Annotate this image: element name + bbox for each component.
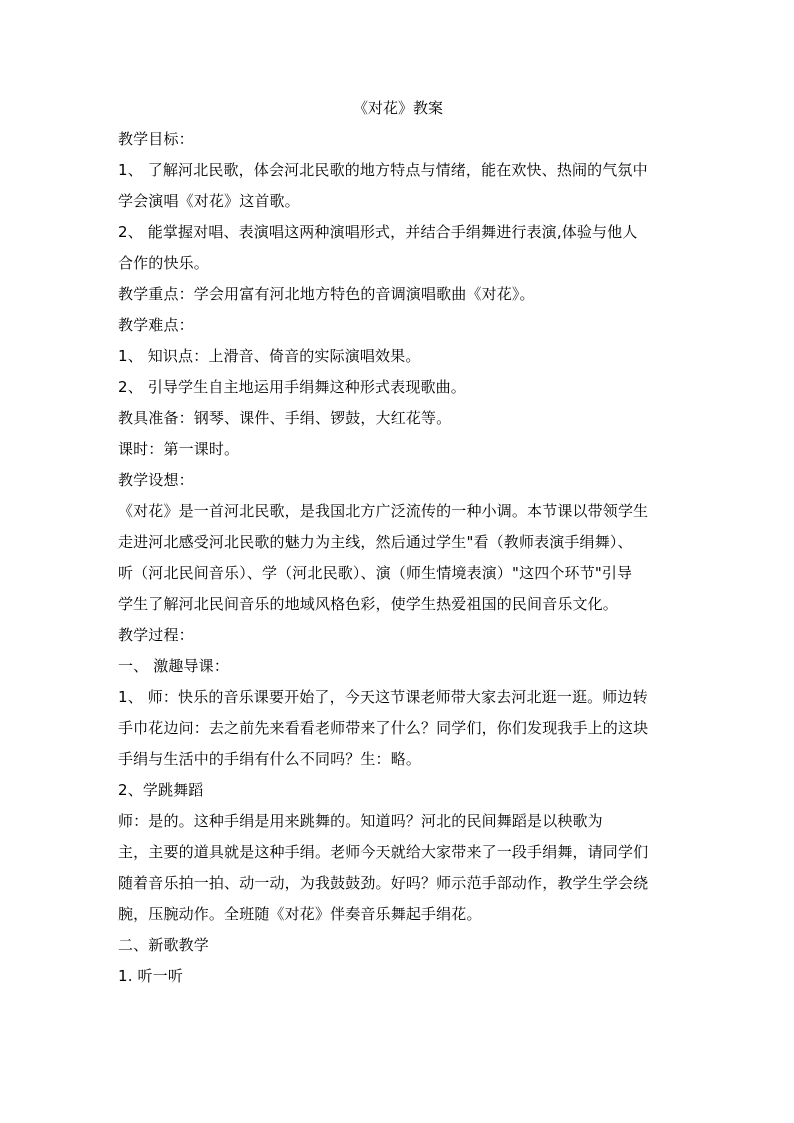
- concept-line-1: 《对花》是一首河北民歌，是我国北方广泛流传的一种小调。本节课以带领学生: [118, 502, 649, 520]
- document-page: [118, 96, 678, 992]
- difficulty-2: 2、 引导学生自主地运用手绢舞这种形式表现歌曲。: [118, 378, 466, 396]
- process-part-2-heading: 二、新歌教学: [118, 936, 209, 954]
- concept-line-4: 学生了解河北民间音乐的地域风格色彩，使学生热爱祖国的民间音乐文化。: [118, 595, 618, 613]
- process-step-1-line-3: 手绢与生活中的手绢有什么不同吗？生：略。: [118, 750, 422, 768]
- difficulty-1: 1、 知识点：上滑音、倚音的实际演唱效果。: [118, 347, 421, 365]
- objective-2-line-1: 2、 能掌握对唱、表演唱这两种演唱形式，并结合手绢舞进行表演,体验与他人: [118, 223, 638, 241]
- section-heading-objectives: 教学目标：: [118, 130, 194, 148]
- process-part-1-heading: 一、 激趣导课：: [118, 657, 229, 675]
- objective-2-line-2: 合作的快乐。: [118, 254, 209, 272]
- concept-line-2: 走进河北感受河北民歌的魅力为主线，然后通过学生"看（教师表演手绢舞）、: [118, 533, 633, 551]
- process-step-2-line-2: 主，主要的道具就是这种手绢。老师今天就给大家带来了一段手绢舞，请同学们: [118, 843, 649, 861]
- process-step-2-line-3: 随着音乐拍一拍、动一动，为我鼓鼓劲。好吗？师示范手部动作，教学生学会绕: [118, 874, 649, 892]
- section-heading-concept: 教学设想：: [118, 471, 194, 489]
- class-period: 课时：第一课时。: [118, 440, 240, 458]
- process-step-2-line-1: 师：是的。这种手绢是用来跳舞的。知道吗？河北的民间舞蹈是以秧歌为: [118, 812, 603, 830]
- section-heading-difficulties: 教学难点：: [118, 316, 194, 334]
- process-part-2-step-1: 1. 听一听: [118, 967, 183, 985]
- process-step-1-line-2: 手巾花边问：去之前先来看看老师带来了什么？同学们，你们发现我手上的这块: [118, 719, 649, 737]
- section-heading-process: 教学过程：: [118, 626, 194, 644]
- objective-1-line-2: 学会演唱《对花》这首歌。: [118, 192, 300, 210]
- document-title: 《对花》教案: [352, 99, 443, 117]
- objective-1-line-1: 1、 了解河北民歌，体会河北民歌的地方特点与情绪，能在欢快、热闹的气氛中: [118, 161, 648, 179]
- concept-line-3: 听（河北民间音乐）、学（河北民歌）、演（师生情境表演）"这四个环节"引导: [118, 564, 633, 582]
- process-step-1-line-1: 1、 师：快乐的音乐课要开始了，今天这节课老师带大家去河北逛一逛。师边转: [118, 688, 648, 706]
- teaching-aids: 教具准备：钢琴、课件、手绢、锣鼓，大红花等。: [118, 409, 452, 427]
- process-step-2-heading: 2、学跳舞蹈: [118, 781, 204, 799]
- teaching-focus: 教学重点：学会用富有河北地方特色的音调演唱歌曲《对花》。: [118, 285, 535, 303]
- process-step-2-line-4: 腕，压腕动作。全班随《对花》伴奏音乐舞起手绢花。: [118, 905, 482, 923]
